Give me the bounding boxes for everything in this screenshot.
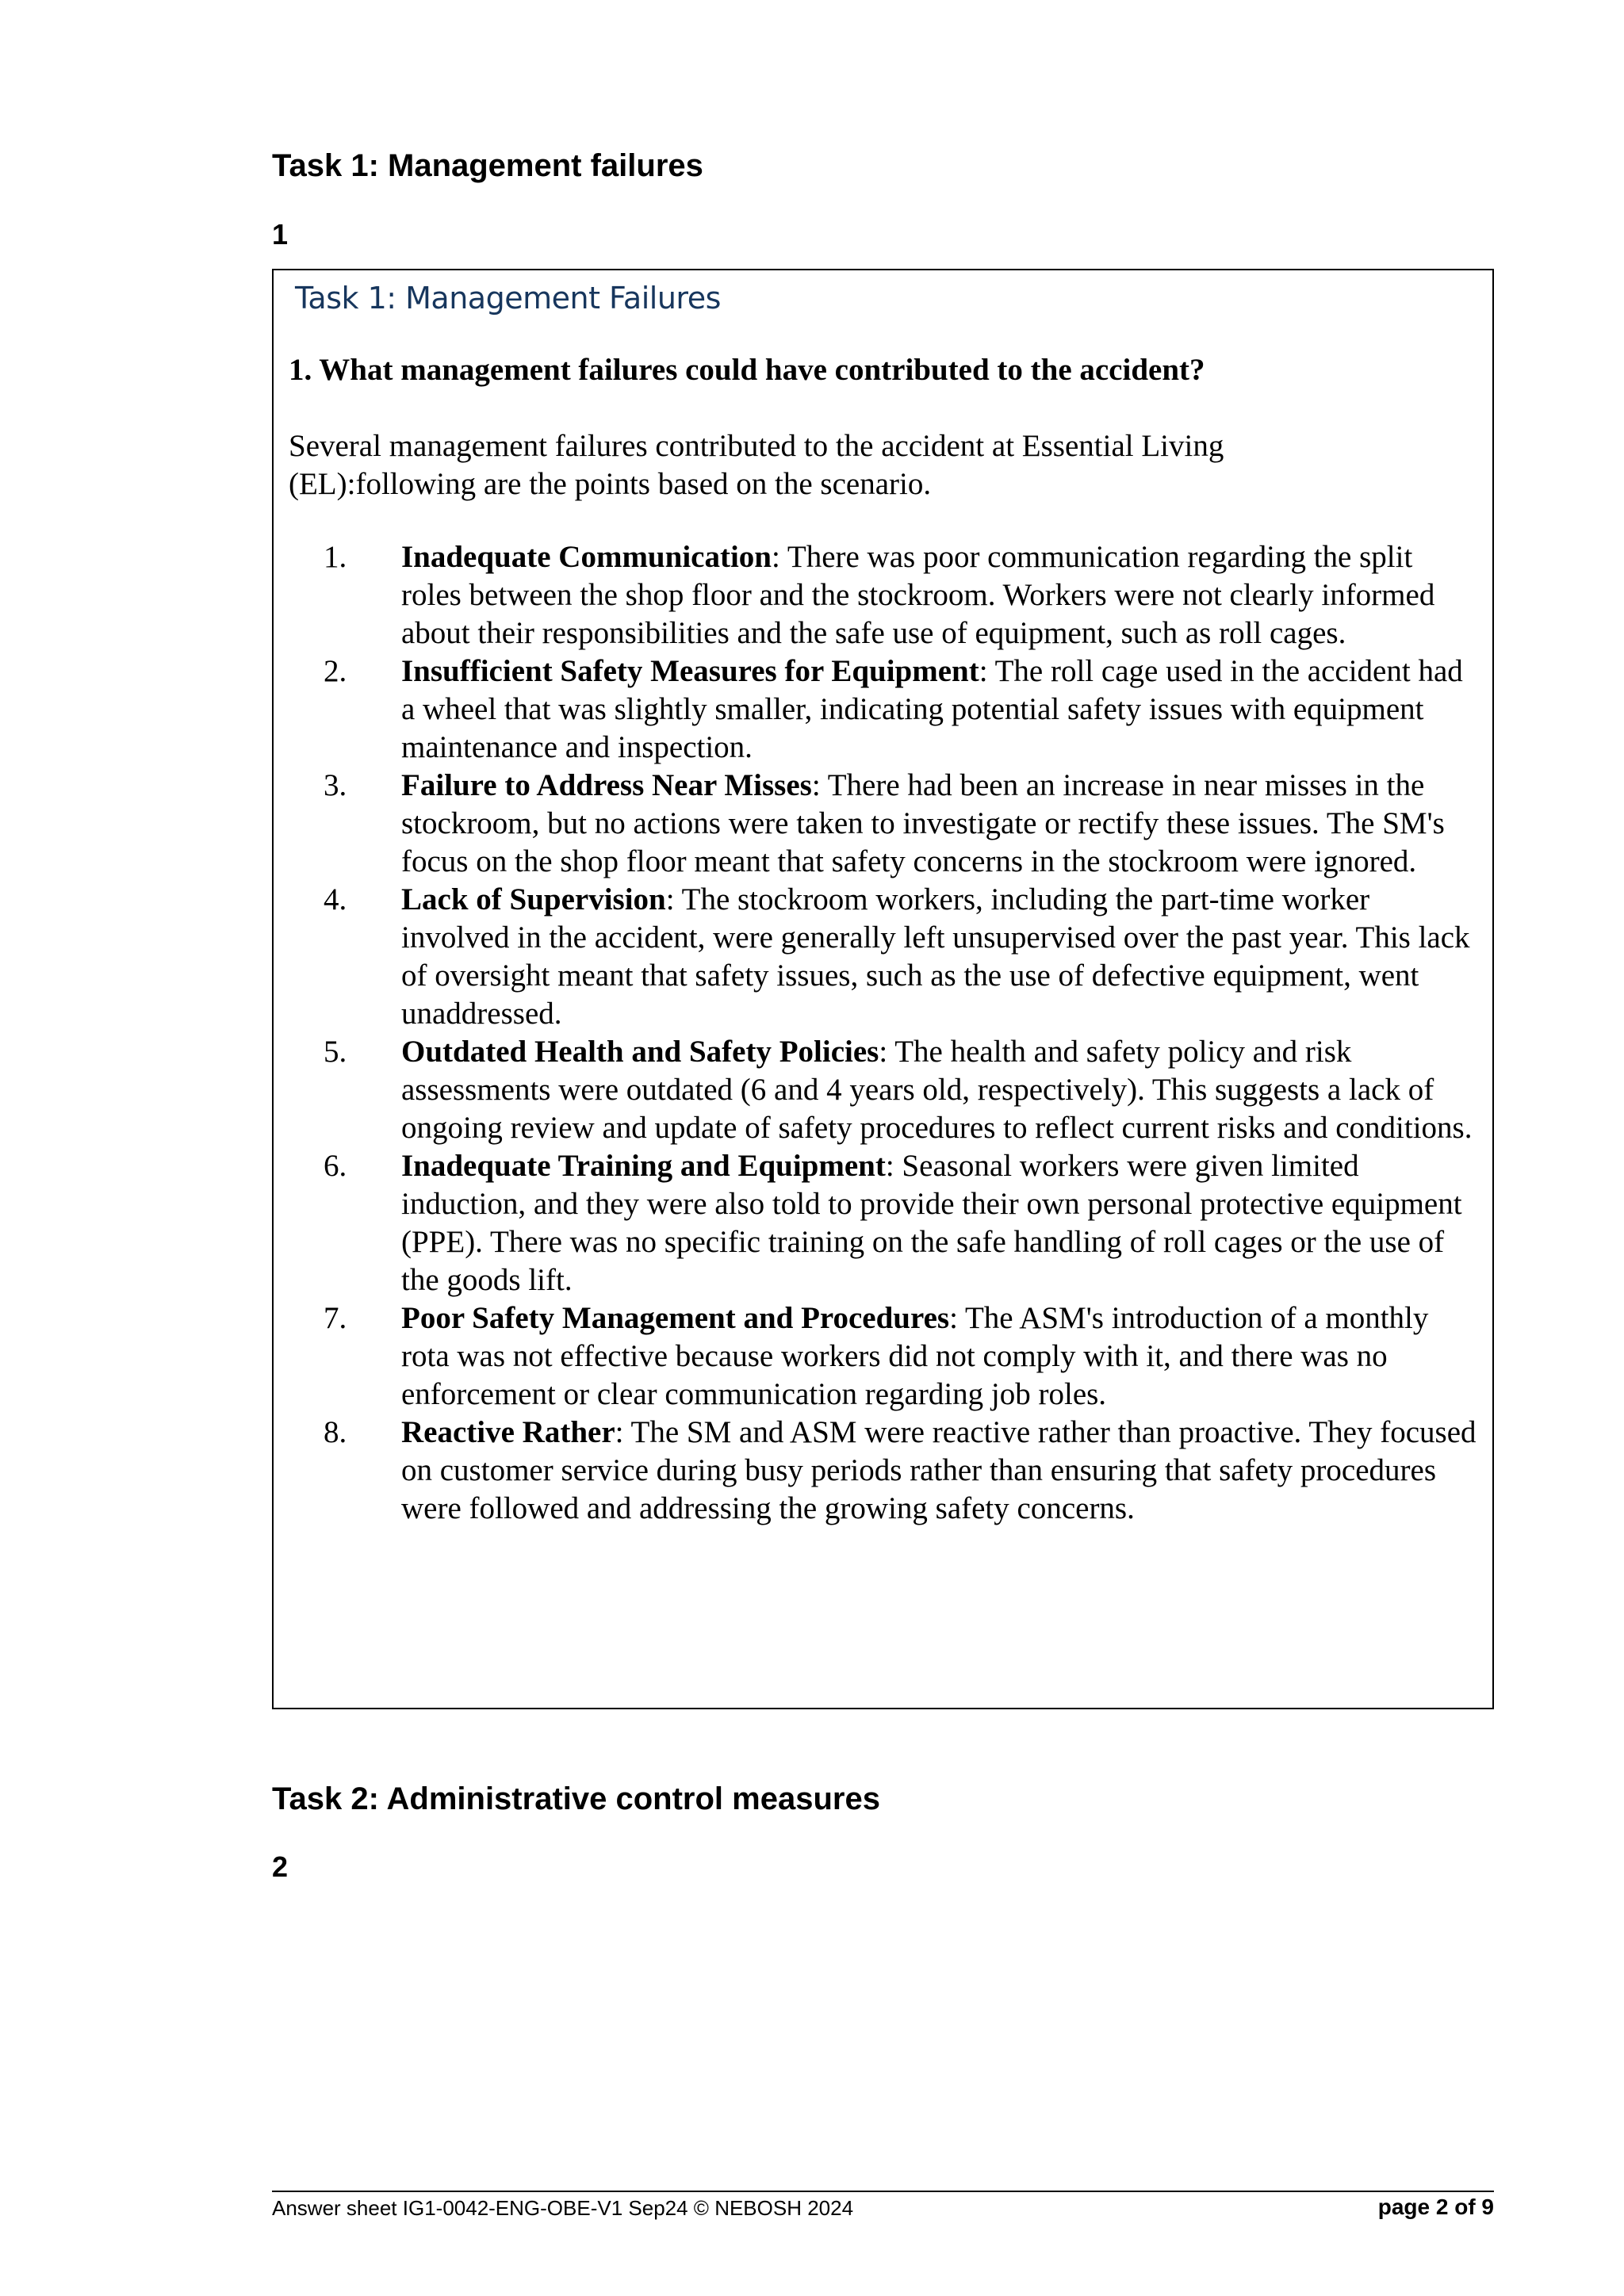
footer-divider [272, 2191, 1494, 2192]
task1-answer-box[interactable] [272, 269, 1494, 1709]
failure-item [289, 767, 1478, 881]
failure-item-title: Outdated Health and Safety Policies [401, 1035, 879, 1069]
failure-item-text: : There had been an increase in near misses in the stockroom, but no actions were taken to investigate or rectify these issues. The SM's focus on the shop floor meant that safety concerns in the stockroom were ignored. [401, 768, 1445, 878]
failure-item-text: : There was poor communication regarding the split roles between the shop floor and the stockroom. Workers were not clearly informed about their responsibilities and the safe use of equipment, such as roll cages. [401, 540, 1435, 650]
failure-item-title: Poor Safety Management and Procedures [401, 1301, 950, 1335]
failure-item [289, 1147, 1478, 1299]
failure-item-title: Reactive Rather [401, 1415, 615, 1449]
failure-item-text: : The ASM's introduction of a monthly rota was not effective because workers did not comply with it, and there was no enforcement or clear communication regarding job roles. [401, 1301, 1429, 1411]
failure-item-number: 8. [324, 1415, 347, 1449]
failure-item-title: Inadequate Training and Equipment [401, 1149, 886, 1183]
failure-item-title: Failure to Address Near Misses [401, 768, 812, 802]
footer-document-reference: Answer sheet IG1-0042-ENG-OBE-V1 Sep24 © NEBOSH 2024 [272, 2196, 854, 2220]
answer-box-title: Task 1: Management Failures [295, 281, 721, 316]
failure-item-title: Inadequate Communication [401, 540, 772, 574]
failure-item [289, 1033, 1478, 1147]
failure-item-number: 7. [324, 1301, 347, 1335]
answer-question: 1. What management failures could have contributed to the accident? [289, 353, 1205, 387]
failure-item-number: 4. [324, 882, 347, 916]
failure-item [289, 652, 1478, 767]
answer-intro: Several management failures contributed to the accident at Essential Living (EL):following are the points based on the scenario. [289, 429, 1224, 501]
failure-item-title: Insufficient Safety Measures for Equipment [401, 654, 979, 688]
failure-item-number: 3. [324, 768, 347, 802]
failure-item-text: : The roll cage used in the accident had a wheel that was slightly smaller, indicating potential safety issues with equipment maintenance and inspection. [401, 654, 1463, 764]
task1-heading: Task 1: Management failures [272, 148, 703, 183]
failure-item-title: Lack of Supervision [401, 882, 666, 916]
failure-item [289, 1299, 1478, 1414]
failure-item-number: 5. [324, 1035, 347, 1069]
failure-item [289, 1414, 1478, 1528]
failure-item-text: : The stockroom workers, including the part-time worker involved in the accident, were generally left unsupervised over the past year. This lack of oversight meant that safety issues, such as the use of defective equipment, went unaddressed. [401, 882, 1470, 1031]
failure-item [289, 881, 1478, 1033]
failure-item-number: 6. [324, 1149, 347, 1183]
failure-item-number: 1. [324, 540, 347, 574]
task1-number: 1 [272, 218, 289, 251]
failure-item-text: : The health and safety policy and risk assessments were outdated (6 and 4 years old, respectively). This suggests a lack of ongoing review and update of safety procedures to reflect current risks and conditions. [401, 1035, 1473, 1145]
task2-heading: Task 2: Administrative control measures [272, 1781, 880, 1816]
failure-item-text: : The SM and ASM were reactive rather than proactive. They focused on customer service during busy periods rather than ensuring that safety procedures were followed and addressing the growing safety concerns. [401, 1415, 1477, 1525]
failure-item-number: 2. [324, 654, 347, 688]
page-number: page 2 of 9 [1377, 2195, 1494, 2219]
management-failures-list [289, 538, 1478, 1528]
task2-number: 2 [272, 1850, 289, 1883]
failure-item [289, 538, 1478, 652]
failure-item-text: : Seasonal workers were given limited induction, and they were also told to provide their own personal protective equipment (PPE). There was no specific training on the safe handling of roll cages or the use of the goods lift. [401, 1149, 1462, 1297]
